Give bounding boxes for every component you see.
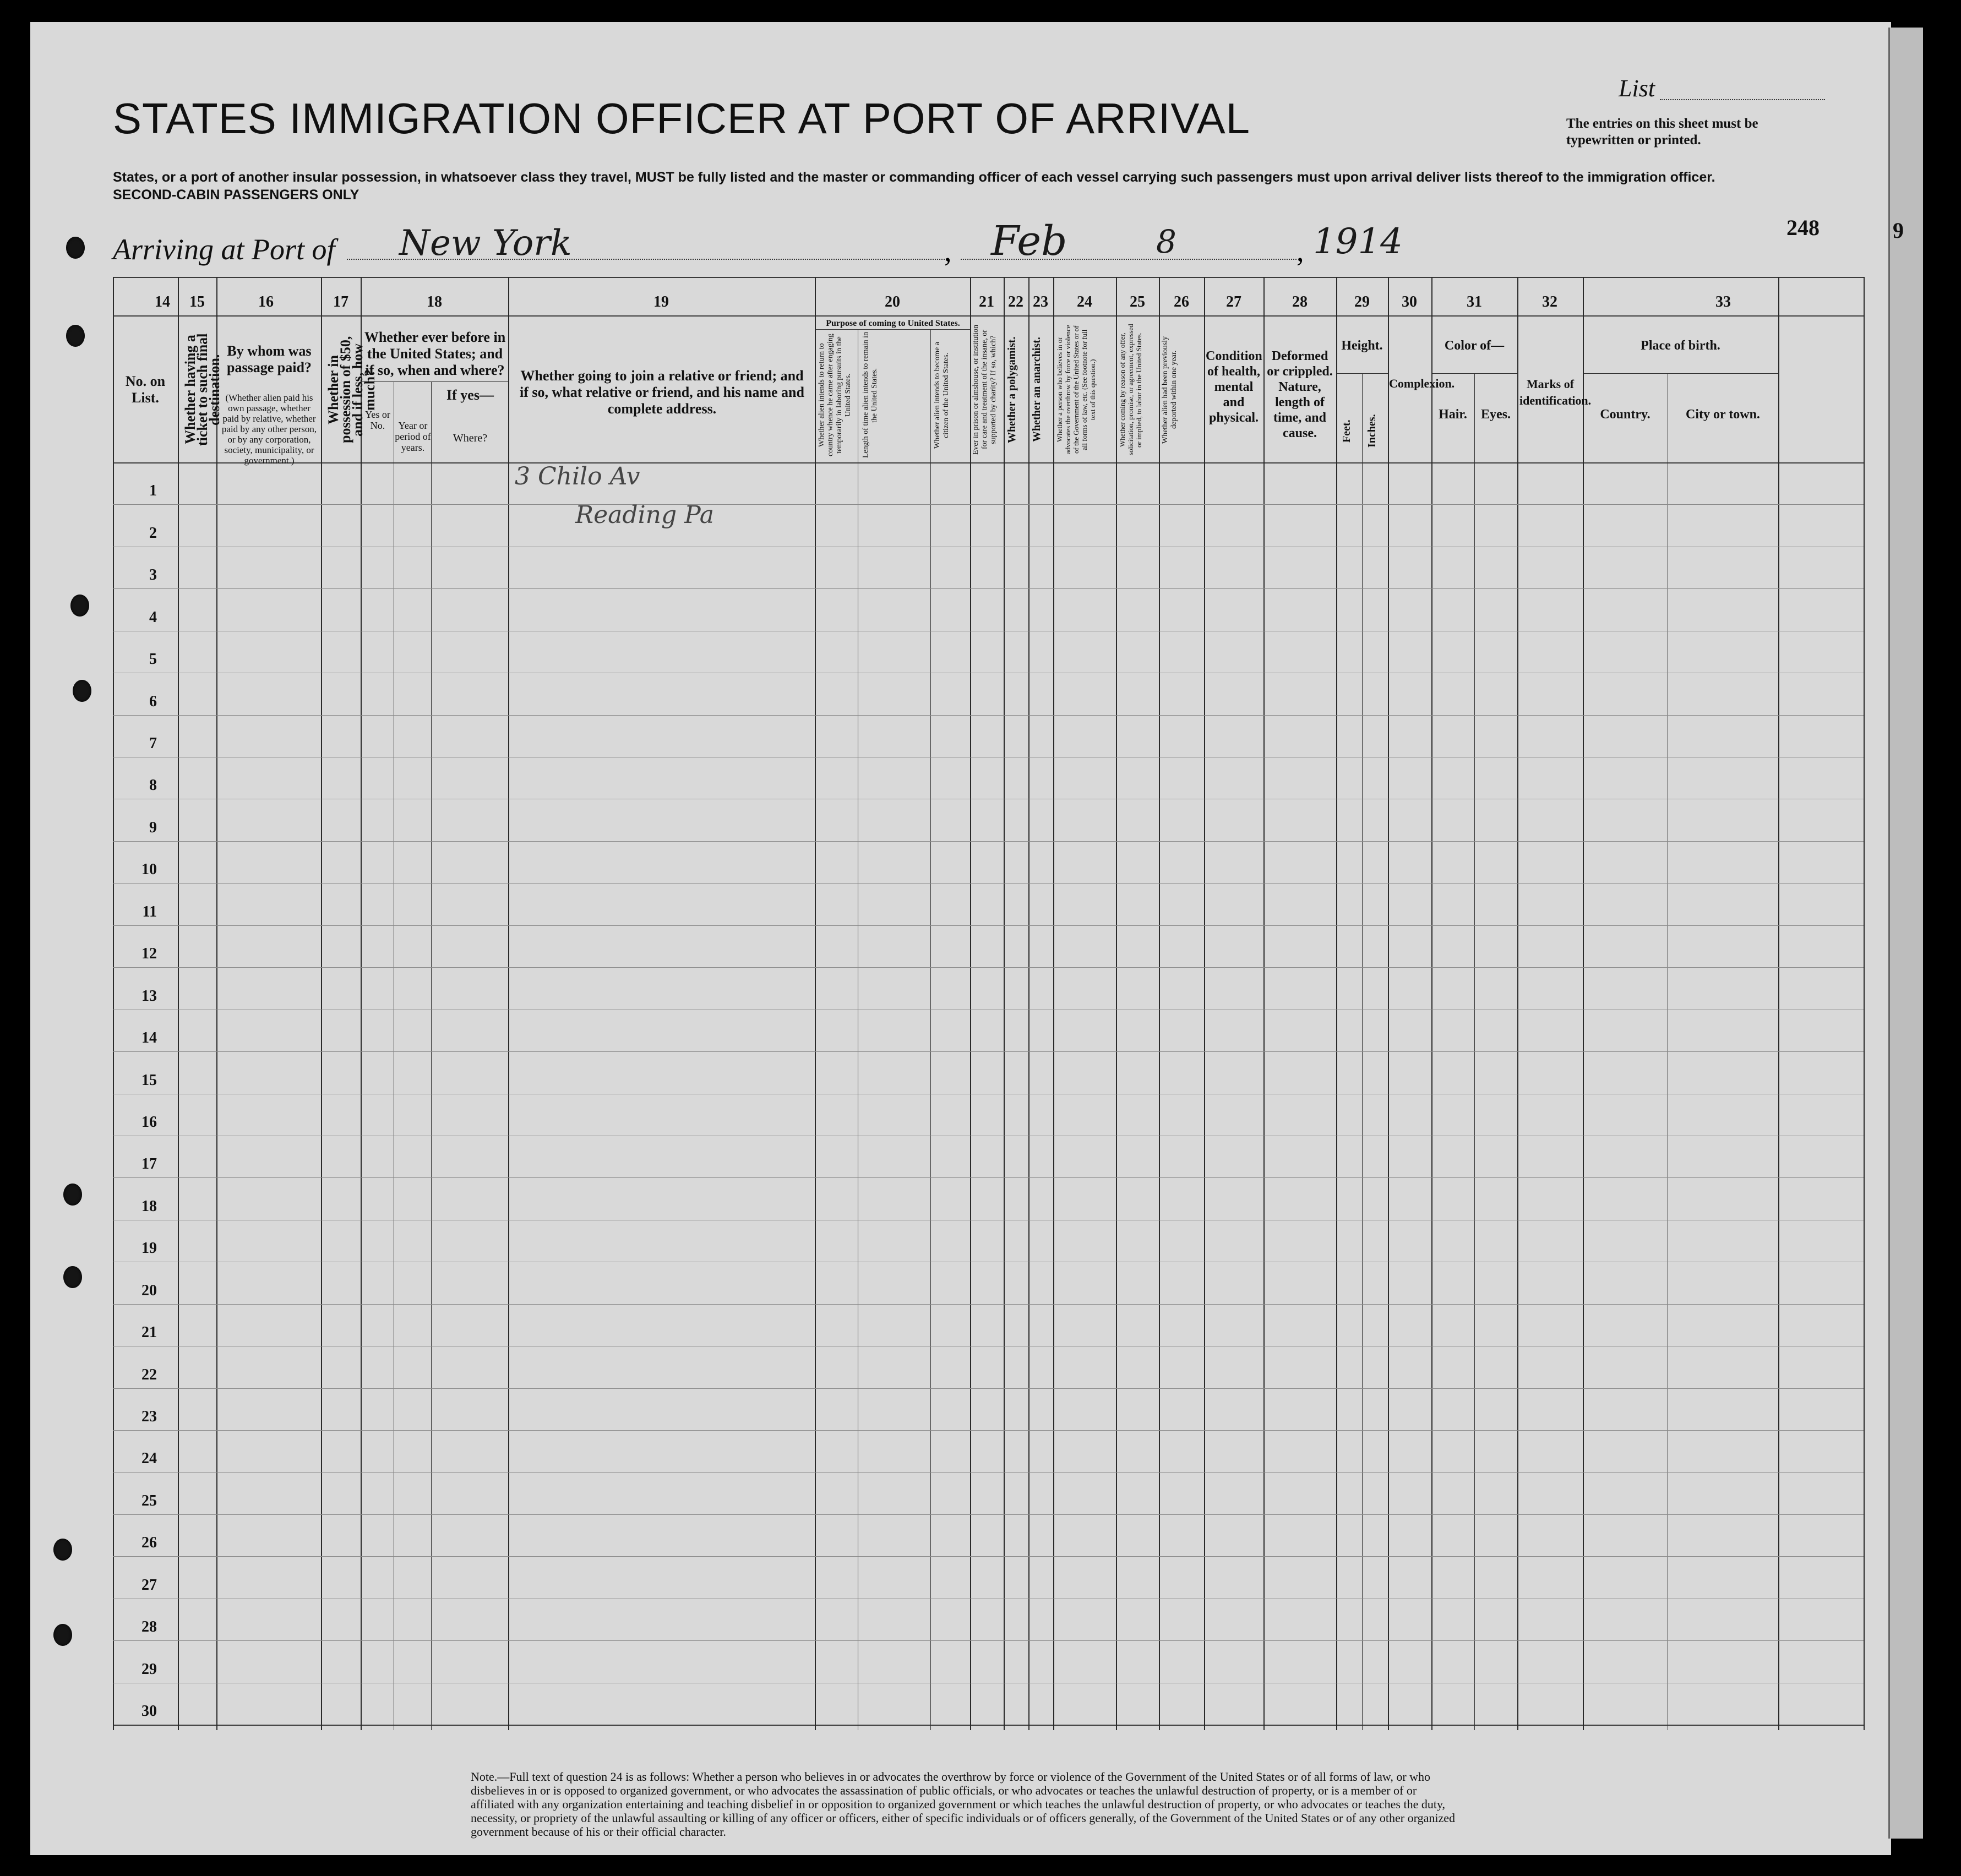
column-number: 25	[1130, 293, 1145, 310]
row-divider	[113, 1556, 1864, 1557]
col-border	[1431, 277, 1432, 1730]
header-inches: Inches.	[1366, 414, 1378, 448]
row-divider	[113, 1177, 1864, 1178]
row-divider	[113, 588, 1864, 589]
row-divider	[113, 1472, 1864, 1473]
row-number: 7	[149, 735, 157, 752]
header-purpose: Purpose of coming to United States.	[826, 319, 960, 328]
col-border	[1517, 277, 1518, 1730]
binding-hole	[70, 595, 89, 617]
column-number: 15	[189, 293, 205, 310]
row-number: 25	[141, 1492, 157, 1509]
instructions-text: States, or a port of another insular possession, in whatsoever class they travel, MUST be fully listed and the master or commanding officer of each vessel carrying such passengers must upon arrival deliver lists thereof to the immigration officer.	[113, 170, 1715, 185]
column-number: 31	[1467, 293, 1482, 310]
row-number: 24	[141, 1450, 157, 1468]
col-border	[508, 277, 509, 1730]
year-handwritten: 1914	[1313, 221, 1403, 262]
port-handwritten: New York	[399, 223, 572, 264]
row-number: 27	[141, 1576, 157, 1594]
row-number: 14	[141, 1029, 157, 1047]
comma-separator: ,	[1297, 234, 1304, 268]
entries-note: The entries on this sheet must be typewritten or printed.	[1566, 116, 1758, 148]
col-border	[970, 277, 971, 1730]
header-marks: Marks of identification.	[1519, 377, 1592, 407]
col-border	[1263, 277, 1265, 1730]
row-number: 23	[141, 1408, 157, 1425]
column-number: 19	[653, 293, 669, 310]
table-bottom-border	[113, 1725, 1864, 1726]
row-divider	[113, 925, 1864, 926]
col-border	[1864, 277, 1865, 1730]
col-border	[216, 277, 217, 1730]
header-labor-offer: Whether coming by reason of any offer, solicitation, promise, or agreement, expressed or implied, to labor in the United States.	[1118, 324, 1143, 456]
row-divider	[113, 1640, 1864, 1641]
row-number: 1	[149, 482, 157, 500]
row-number: 18	[141, 1197, 157, 1215]
row-number: 15	[141, 1071, 157, 1089]
col-border	[1336, 277, 1337, 1730]
row-number: 29	[141, 1660, 157, 1678]
header-no-on-list: No. on List.	[125, 373, 166, 406]
header-bottom-border	[113, 462, 1864, 463]
col-border	[431, 381, 432, 1730]
row-number: 16	[141, 1113, 157, 1131]
page-number: 248	[1786, 215, 1820, 240]
col-border	[361, 277, 362, 1730]
header-deported: Whether alien had been previously deported within one year.	[1161, 336, 1178, 444]
column-number: 33	[1715, 293, 1731, 310]
row-divider	[113, 1388, 1864, 1389]
row-divider	[113, 715, 1864, 716]
row-number: 5	[149, 651, 157, 668]
header-if-yes: If yes—	[446, 387, 494, 403]
row-number: 13	[141, 987, 157, 1005]
day-handwritten: 8	[1156, 223, 1176, 260]
header-purpose-return: Whether alien intends to return to country whence he came after engaging temporarily in laboring pursuits in the United States.	[818, 334, 852, 457]
binding-hole	[63, 1266, 82, 1288]
row-divider	[113, 883, 1864, 884]
col-border	[1053, 277, 1054, 1730]
column-number: 14	[155, 293, 170, 310]
binding-hole	[66, 237, 85, 259]
header-passage-paid: By whom was passage paid?	[227, 343, 312, 375]
header-overthrow: Whether a person who believes in or advocates the overthrow by force or violence of the Government of the United States or of all forms of law, etc. (See footnote for full text of this question.)	[1055, 325, 1097, 455]
col33-subdivider	[1583, 373, 1778, 374]
row-number: 10	[141, 861, 157, 879]
column-number: 29	[1354, 293, 1370, 310]
column-number: 30	[1402, 293, 1417, 310]
row-number: 9	[149, 819, 157, 836]
row-divider	[113, 1051, 1864, 1052]
header-country: Country.	[1600, 407, 1650, 422]
binding-hole	[73, 680, 91, 702]
column-number: 17	[333, 293, 348, 310]
header-city: City or town.	[1686, 407, 1760, 422]
comma-separator: ,	[944, 234, 952, 268]
row-divider	[113, 1514, 1864, 1515]
handwritten-address-line1: 3 Chilo Av	[515, 462, 640, 490]
column-number: 27	[1226, 293, 1241, 310]
header-feet: Feet.	[1341, 419, 1353, 443]
row-number: 30	[141, 1703, 157, 1720]
arriving-label: Arriving at Port of	[113, 233, 335, 266]
table-top-border	[113, 277, 1864, 278]
month-handwritten: Feb	[991, 217, 1067, 265]
col-border	[1204, 277, 1205, 1730]
row-number: 22	[141, 1366, 157, 1383]
header-complexion: Complexion.	[1389, 377, 1455, 390]
column-number: 22	[1008, 293, 1023, 310]
row-number: 28	[141, 1618, 157, 1636]
col-border	[1159, 277, 1160, 1730]
header-join-relative: Whether going to join a relative or friend; and if so, what relative or friend, and his name and complete address.	[520, 368, 804, 417]
header-deformed: Deformed or crippled. Nature, length of time, and cause.	[1267, 349, 1333, 440]
binding-hole	[53, 1539, 72, 1561]
row-divider	[113, 1304, 1864, 1305]
header-prison: Ever in prison or almshouse, or institution for care and treatment of the insane, or supported by charity? If so, which?	[972, 324, 998, 455]
header-purpose-citizen: Whether alien intends to become a citizen of the United States.	[933, 342, 950, 449]
col-border	[1004, 277, 1005, 1730]
adjacent-page-edge	[1888, 28, 1923, 1839]
header-ticket: Whether having a ticket to such final destination.	[182, 333, 222, 446]
header-ever-before: Whether ever before in the United States; and if so, when and where?	[364, 329, 506, 378]
row-divider	[113, 1430, 1864, 1431]
column-number: 16	[258, 293, 274, 310]
header-where: Where?	[453, 432, 488, 444]
row-number: 2	[149, 524, 157, 542]
manifest-sheet	[30, 22, 1891, 1855]
list-label: List	[1619, 75, 1655, 102]
header-anarchist: Whether an anarchist.	[1031, 337, 1043, 443]
header-yes-no: Yes or No.	[365, 409, 390, 431]
column-number: 23	[1033, 293, 1048, 310]
row-number: 26	[141, 1534, 157, 1552]
row-number: 6	[149, 692, 157, 710]
row-number: 20	[141, 1281, 157, 1299]
column-number: 18	[427, 293, 442, 310]
row-number: 12	[141, 945, 157, 963]
header-color-of: Color of—	[1444, 339, 1505, 353]
row-divider	[113, 967, 1864, 968]
binding-hole	[53, 1624, 72, 1646]
col18-subdivider	[361, 381, 508, 382]
header-purpose-length: Length of time alien intends to remain in the United States.	[862, 332, 879, 459]
col-border	[1388, 277, 1389, 1730]
row-divider	[113, 841, 1864, 842]
column-number: 24	[1077, 293, 1092, 310]
header-place-of-birth: Place of birth.	[1641, 339, 1720, 353]
handwritten-address-line2: Reading Pa	[575, 501, 714, 529]
manifest-table	[113, 277, 1864, 1730]
row-number: 4	[149, 608, 157, 626]
col-border	[1583, 277, 1584, 1730]
row-number: 19	[141, 1240, 157, 1257]
row-number: 3	[149, 566, 157, 584]
list-number-line	[1660, 99, 1825, 100]
page-title: STATES IMMIGRATION OFFICER AT PORT OF ARRIVAL	[113, 94, 1251, 143]
col-border	[1778, 277, 1779, 1730]
header-polygamist: Whether a polygamist.	[1006, 336, 1018, 443]
binding-hole	[66, 325, 85, 347]
footnote: Note.—Full text of question 24 is as follows: Whether a person who believes in or advocates the overthrow by force or violence of the Government of the United States or of all forms of law, or who disbelieves in or is opposed to organized government, or who advocates the assassination of public officials, or who advocates or teaches the unlawful destruction of property, or is a member of or affiliated with any organization entertaining and teaching disbelief in or opposition to organized government or which teaches the unlawful destruction of property, or who advocates or teaches the duty, necessity, or propriety of the unlawful assaulting or killing of any officer or officers, either of specific individuals or of officers generally, of the Government of the United States or of any other organized government because of his or their official character.	[471, 1770, 1455, 1839]
column-number-divider	[113, 315, 1864, 317]
row-number: 21	[141, 1324, 157, 1341]
header-fifty-dollars: Whether in possession of $50, and if less, how much?	[325, 336, 378, 444]
col-border	[321, 277, 322, 1730]
column-number: 26	[1174, 293, 1189, 310]
header-eyes: Eyes.	[1481, 407, 1511, 422]
col-border	[930, 329, 931, 1730]
col-border	[815, 277, 816, 1730]
column-number: 21	[979, 293, 994, 310]
header-height: Height.	[1341, 339, 1383, 353]
row-number: 17	[141, 1155, 157, 1173]
col-border	[178, 277, 179, 1730]
col-border	[1028, 277, 1029, 1730]
row-divider	[113, 504, 1864, 505]
row-number: 11	[142, 903, 157, 920]
header-years: Year or period of years.	[395, 420, 431, 453]
header-passage-paid-sub: (Whether alien paid his own passage, whether paid by relative, whether paid by any other person, or by any corporation, society, municipality, or government.)	[221, 392, 317, 466]
column-number: 28	[1292, 293, 1308, 310]
binding-hole	[63, 1184, 82, 1206]
header-health: Condition of health, mental and physical.	[1206, 349, 1262, 425]
row-number: 8	[149, 777, 157, 794]
column-number: 32	[1542, 293, 1557, 310]
column-number: 20	[885, 293, 900, 310]
col-border	[1116, 277, 1117, 1730]
edge-number: 9	[1893, 218, 1904, 243]
cabin-class-label: SECOND-CABIN PASSENGERS ONLY	[113, 187, 359, 203]
header-hair: Hair.	[1439, 407, 1467, 422]
